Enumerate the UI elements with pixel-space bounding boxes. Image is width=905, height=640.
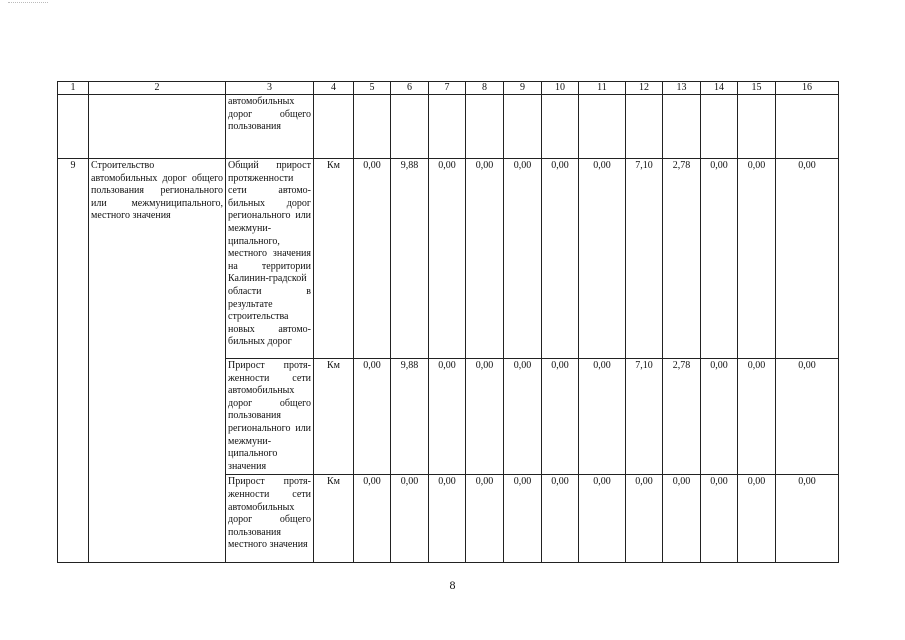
value-cell: 2,78 — [663, 359, 701, 475]
value-cell: 9,88 — [391, 159, 429, 359]
value-cell: 0,00 — [738, 159, 776, 359]
unit-cell: Км — [314, 359, 354, 475]
value-cell: 0,00 — [354, 159, 391, 359]
indicator-cell: автомобильных дорог общего пользования — [226, 95, 314, 159]
column-number: 4 — [314, 82, 354, 95]
value-cell: 0,00 — [542, 159, 579, 359]
column-number: 7 — [429, 82, 466, 95]
unit-cell: Км — [314, 159, 354, 359]
indicators-table — [57, 81, 839, 563]
value-cell: 0,00 — [776, 359, 839, 475]
column-number: 11 — [579, 82, 626, 95]
scan-artifact — [8, 2, 48, 4]
value-cell: 0,00 — [466, 359, 504, 475]
value-cell: 0,00 — [429, 475, 466, 563]
table-row-continued — [58, 95, 839, 159]
column-number: 12 — [626, 82, 663, 95]
value-cell: 0,00 — [776, 159, 839, 359]
column-number-row — [58, 82, 839, 95]
value-cell: 9,88 — [391, 359, 429, 475]
column-number: 16 — [776, 82, 839, 95]
column-number: 2 — [89, 82, 226, 95]
unit-cell: Км — [314, 475, 354, 563]
value-cell: 0,00 — [701, 359, 738, 475]
indicator-cell: Прирост протя-женности сети автомобильных дорог общего пользования местного значения — [226, 475, 314, 563]
value-cell: 0,00 — [776, 475, 839, 563]
value-cell: 0,00 — [354, 359, 391, 475]
column-number: 1 — [58, 82, 89, 95]
column-number: 5 — [354, 82, 391, 95]
value-cell: 0,00 — [354, 475, 391, 563]
value-cell: 0,00 — [701, 475, 738, 563]
column-number: 14 — [701, 82, 738, 95]
value-cell: 0,00 — [542, 359, 579, 475]
column-number: 13 — [663, 82, 701, 95]
value-cell: 0,00 — [626, 475, 663, 563]
value-cell: 0,00 — [466, 159, 504, 359]
value-cell: 0,00 — [504, 475, 542, 563]
column-number: 9 — [504, 82, 542, 95]
value-cell: 0,00 — [738, 475, 776, 563]
table-row — [58, 159, 839, 359]
value-cell: 0,00 — [663, 475, 701, 563]
value-cell: 0,00 — [504, 159, 542, 359]
page-number: 8 — [449, 578, 456, 592]
value-cell: 0,00 — [579, 159, 626, 359]
column-number: 6 — [391, 82, 429, 95]
value-cell: 0,00 — [579, 359, 626, 475]
value-cell: 0,00 — [429, 159, 466, 359]
column-number: 8 — [466, 82, 504, 95]
value-cell: 0,00 — [429, 359, 466, 475]
item-name: Строительство автомобильных дорог общего пользования регионального или межмуниципального, местного значения — [89, 159, 226, 563]
value-cell: 0,00 — [504, 359, 542, 475]
value-cell: 0,00 — [738, 359, 776, 475]
value-cell: 7,10 — [626, 359, 663, 475]
value-cell: 0,00 — [466, 475, 504, 563]
column-number: 3 — [226, 82, 314, 95]
indicator-cell: Общий прирост протяженности сети автомо-бильных дорог регионального или межмуни-ципального, местного значения на территории Калинин-градской области в результате строительства новых автомо-бильных дорог — [226, 159, 314, 359]
column-number: 10 — [542, 82, 579, 95]
value-cell: 0,00 — [391, 475, 429, 563]
value-cell: 2,78 — [663, 159, 701, 359]
item-number: 9 — [58, 159, 89, 563]
value-cell: 0,00 — [579, 475, 626, 563]
column-number: 15 — [738, 82, 776, 95]
indicator-cell: Прирост протя-женности сети автомобильных дорог общего пользования регионального или межмуни-ципального значения — [226, 359, 314, 475]
value-cell: 0,00 — [701, 159, 738, 359]
value-cell: 0,00 — [542, 475, 579, 563]
value-cell: 7,10 — [626, 159, 663, 359]
